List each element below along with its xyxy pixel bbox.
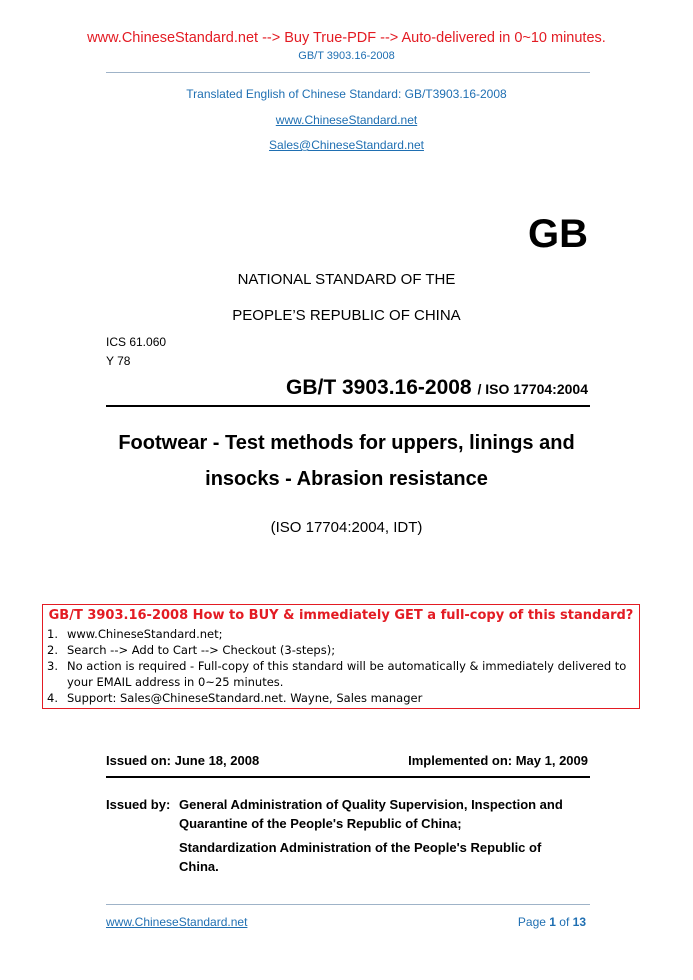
- footer-divider: [106, 904, 590, 905]
- buy-heading: GB/T 3903.16-2008 How to BUY & immediately GET a full-copy of this standard?: [48, 608, 634, 623]
- header-divider: [106, 72, 590, 73]
- list-item[interactable]: 4. Support: Sales@ChineseStandard.net. Wayne, Sales manager: [47, 691, 423, 705]
- ics-code: ICS 61.060: [106, 335, 167, 349]
- national-line-2: PEOPLE’S REPUBLIC OF CHINA: [232, 307, 461, 324]
- iso-reference: / ISO 17704:2004: [477, 381, 588, 397]
- email-link[interactable]: Sales@ChineseStandard.net: [269, 138, 424, 152]
- dates-divider: [106, 776, 590, 778]
- title-line-2: insocks - Abrasion resistance: [205, 468, 488, 490]
- implemented-date: Implemented on: May 1, 2009: [408, 753, 588, 768]
- gb-mark: GB: [528, 212, 588, 256]
- website-link[interactable]: www.ChineseStandard.net: [275, 113, 418, 127]
- iso-equivalence: (ISO 17704:2004, IDT): [270, 519, 423, 536]
- issuer-line-1: General Administration of Quality Supervision, Inspection and: [179, 797, 563, 812]
- title-divider: [106, 405, 590, 407]
- title-line-1: Footwear - Test methods for uppers, linings and: [118, 432, 575, 454]
- promo-banner[interactable]: www.ChineseStandard.net --> Buy True-PDF --> Auto-delivered in 0~10 minutes.: [87, 30, 606, 46]
- list-item[interactable]: 1. www.ChineseStandard.net;: [47, 627, 223, 641]
- std-number-text: GB/T 3903.16-2008: [286, 376, 472, 399]
- buy-info-box: [42, 604, 640, 709]
- issuer-line-3: Standardization Administration of the People's Republic of: [179, 840, 542, 855]
- issued-date: Issued on: June 18, 2008: [106, 753, 260, 768]
- list-item: 2. Search --> Add to Cart --> Checkout (3-steps);: [47, 643, 336, 657]
- header-code: GB/T 3903.16-2008: [298, 50, 395, 62]
- classification-code: Y 78: [106, 354, 131, 368]
- list-item: your EMAIL address in 0~25 minutes.: [67, 675, 284, 689]
- issued-by-label: Issued by:: [106, 797, 171, 812]
- issuer-line-4: China.: [179, 859, 219, 874]
- issuer-line-2: Quarantine of the People's Republic of China;: [179, 816, 462, 831]
- standard-number: [286, 376, 588, 400]
- national-line-1: NATIONAL STANDARD OF THE: [237, 271, 456, 288]
- page-indicator: Page 1 of 13: [517, 915, 586, 929]
- list-item: 3. No action is required - Full-copy of this standard will be automatically & immediately delivered to: [47, 659, 627, 673]
- footer-website-link[interactable]: www.ChineseStandard.net: [106, 915, 248, 929]
- translated-line: Translated English of Chinese Standard: GB/T3903.16-2008: [186, 87, 507, 101]
